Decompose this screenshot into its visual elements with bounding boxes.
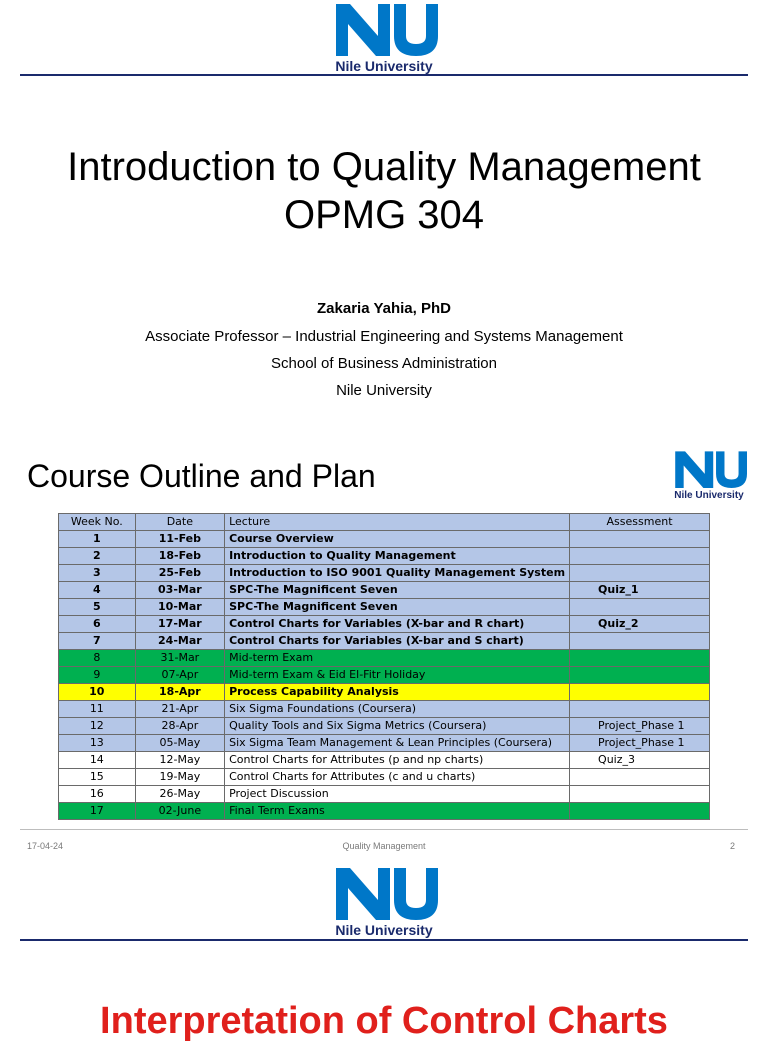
table-body [59, 531, 710, 820]
nu-logo-icon [330, 864, 438, 922]
date-cell: 28-Apr [135, 718, 224, 735]
slide-title [0, 143, 768, 239]
lecture-cell: Six Sigma Team Management & Lean Principles (Coursera) [225, 735, 570, 752]
logo-text: Nile University [674, 490, 744, 501]
course-outline-title: Course Outline and Plan [27, 458, 376, 494]
date-cell: 26-May [135, 786, 224, 803]
date-cell: 18-Apr [135, 684, 224, 701]
lecture-cell: SPC-The Magnificent Seven [225, 599, 570, 616]
author-position: Associate Professor – Industrial Engineering and Systems Management [145, 328, 623, 345]
assessment-cell: Quiz_3 [570, 752, 710, 769]
assessment-cell [570, 650, 710, 667]
table-row [59, 803, 710, 820]
footer-page-number: 2 [730, 841, 736, 851]
table-row [59, 769, 710, 786]
author-university: Nile University [336, 382, 432, 399]
lecture-cell: Six Sigma Foundations (Coursera) [225, 701, 570, 718]
week-cell: 8 [59, 650, 136, 667]
week-cell: 13 [59, 735, 136, 752]
lecture-cell: Control Charts for Variables (X-bar and R chart) [225, 616, 570, 633]
week-cell: 16 [59, 786, 136, 803]
date-cell: 31-Mar [135, 650, 224, 667]
lecture-cell: Control Charts for Attributes (c and u charts) [225, 769, 570, 786]
lecture-cell: Introduction to ISO 9001 Quality Management System [225, 565, 570, 582]
assessment-cell [570, 769, 710, 786]
table-row [59, 701, 710, 718]
lecture-cell: Control Charts for Variables (X-bar and S chart) [225, 633, 570, 650]
title-line-2: OPMG 304 [283, 193, 485, 237]
assessment-cell [570, 803, 710, 820]
week-cell: 1 [59, 531, 136, 548]
table-row [59, 531, 710, 548]
week-cell: 10 [59, 684, 136, 701]
date-cell: 25-Feb [135, 565, 224, 582]
week-cell: 7 [59, 633, 136, 650]
table-row [59, 650, 710, 667]
logo-text: Nile University [335, 922, 433, 938]
table-row [59, 667, 710, 684]
table-row [59, 616, 710, 633]
lecture-cell: Introduction to Quality Management [225, 548, 570, 565]
header-assessment: Assessment [570, 514, 710, 531]
date-cell: 07-Apr [135, 667, 224, 684]
assessment-cell [570, 667, 710, 684]
week-cell: 9 [59, 667, 136, 684]
lecture-cell: Mid-term Exam [225, 650, 570, 667]
lecture-cell: Mid-term Exam & Eid El-Fitr Holiday [225, 667, 570, 684]
week-cell: 15 [59, 769, 136, 786]
author-name: Zakaria Yahia, PhD [317, 300, 451, 317]
footer-date: 17-04-24 [27, 841, 64, 851]
table-row [59, 599, 710, 616]
week-cell: 2 [59, 548, 136, 565]
table-row [59, 582, 710, 599]
lecture-cell: Course Overview [225, 531, 570, 548]
table-row [59, 718, 710, 735]
table-header-row [59, 514, 710, 531]
assessment-cell: Quiz_1 [570, 582, 710, 599]
date-cell: 11-Feb [135, 531, 224, 548]
table-row [59, 633, 710, 650]
header-week: Week No. [59, 514, 136, 531]
date-cell: 24-Mar [135, 633, 224, 650]
table-row [59, 735, 710, 752]
week-cell: 17 [59, 803, 136, 820]
week-cell: 5 [59, 599, 136, 616]
lecture-cell: SPC-The Magnificent Seven [225, 582, 570, 599]
assessment-cell: Project_Phase 1 [570, 735, 710, 752]
header-divider [20, 74, 748, 76]
date-cell: 21-Apr [135, 701, 224, 718]
table-row [59, 786, 710, 803]
date-cell: 10-Mar [135, 599, 224, 616]
week-cell: 3 [59, 565, 136, 582]
nile-university-logo [324, 864, 444, 938]
lecture-cell: Final Term Exams [225, 803, 570, 820]
lecture-cell: Quality Tools and Six Sigma Metrics (Coursera) [225, 718, 570, 735]
assessment-cell [570, 565, 710, 582]
assessment-cell: Quiz_2 [570, 616, 710, 633]
nile-university-logo-small [666, 448, 752, 502]
table-row [59, 548, 710, 565]
date-cell: 12-May [135, 752, 224, 769]
footer-divider [20, 829, 748, 830]
week-cell: 4 [59, 582, 136, 599]
nu-logo-icon [330, 0, 438, 58]
logo-text: Nile University [335, 58, 433, 74]
nu-logo-icon [671, 448, 747, 490]
lecture-cell: Control Charts for Attributes (p and np charts) [225, 752, 570, 769]
assessment-cell [570, 548, 710, 565]
assessment-cell [570, 786, 710, 803]
assessment-cell: Project_Phase 1 [570, 718, 710, 735]
title-line-1: Introduction to Quality Management [67, 145, 701, 189]
table-row [59, 752, 710, 769]
slide3-title: Interpretation of Control Charts [100, 1000, 668, 1042]
header-date: Date [135, 514, 224, 531]
week-cell: 11 [59, 701, 136, 718]
date-cell: 17-Mar [135, 616, 224, 633]
header-lecture: Lecture [225, 514, 570, 531]
assessment-cell [570, 684, 710, 701]
author-school: School of Business Administration [271, 355, 497, 372]
header-divider [20, 939, 748, 941]
date-cell: 18-Feb [135, 548, 224, 565]
course-outline-table [58, 513, 710, 820]
date-cell: 05-May [135, 735, 224, 752]
assessment-cell [570, 599, 710, 616]
assessment-cell [570, 701, 710, 718]
week-cell: 6 [59, 616, 136, 633]
assessment-cell [570, 531, 710, 548]
lecture-cell: Process Capability Analysis [225, 684, 570, 701]
week-cell: 14 [59, 752, 136, 769]
lecture-cell: Project Discussion [225, 786, 570, 803]
nile-university-logo [324, 0, 444, 74]
date-cell: 02-June [135, 803, 224, 820]
date-cell: 19-May [135, 769, 224, 786]
week-cell: 12 [59, 718, 136, 735]
assessment-cell [570, 633, 710, 650]
footer-title: Quality Management [342, 841, 426, 851]
date-cell: 03-Mar [135, 582, 224, 599]
table-row [59, 684, 710, 701]
table-row [59, 565, 710, 582]
